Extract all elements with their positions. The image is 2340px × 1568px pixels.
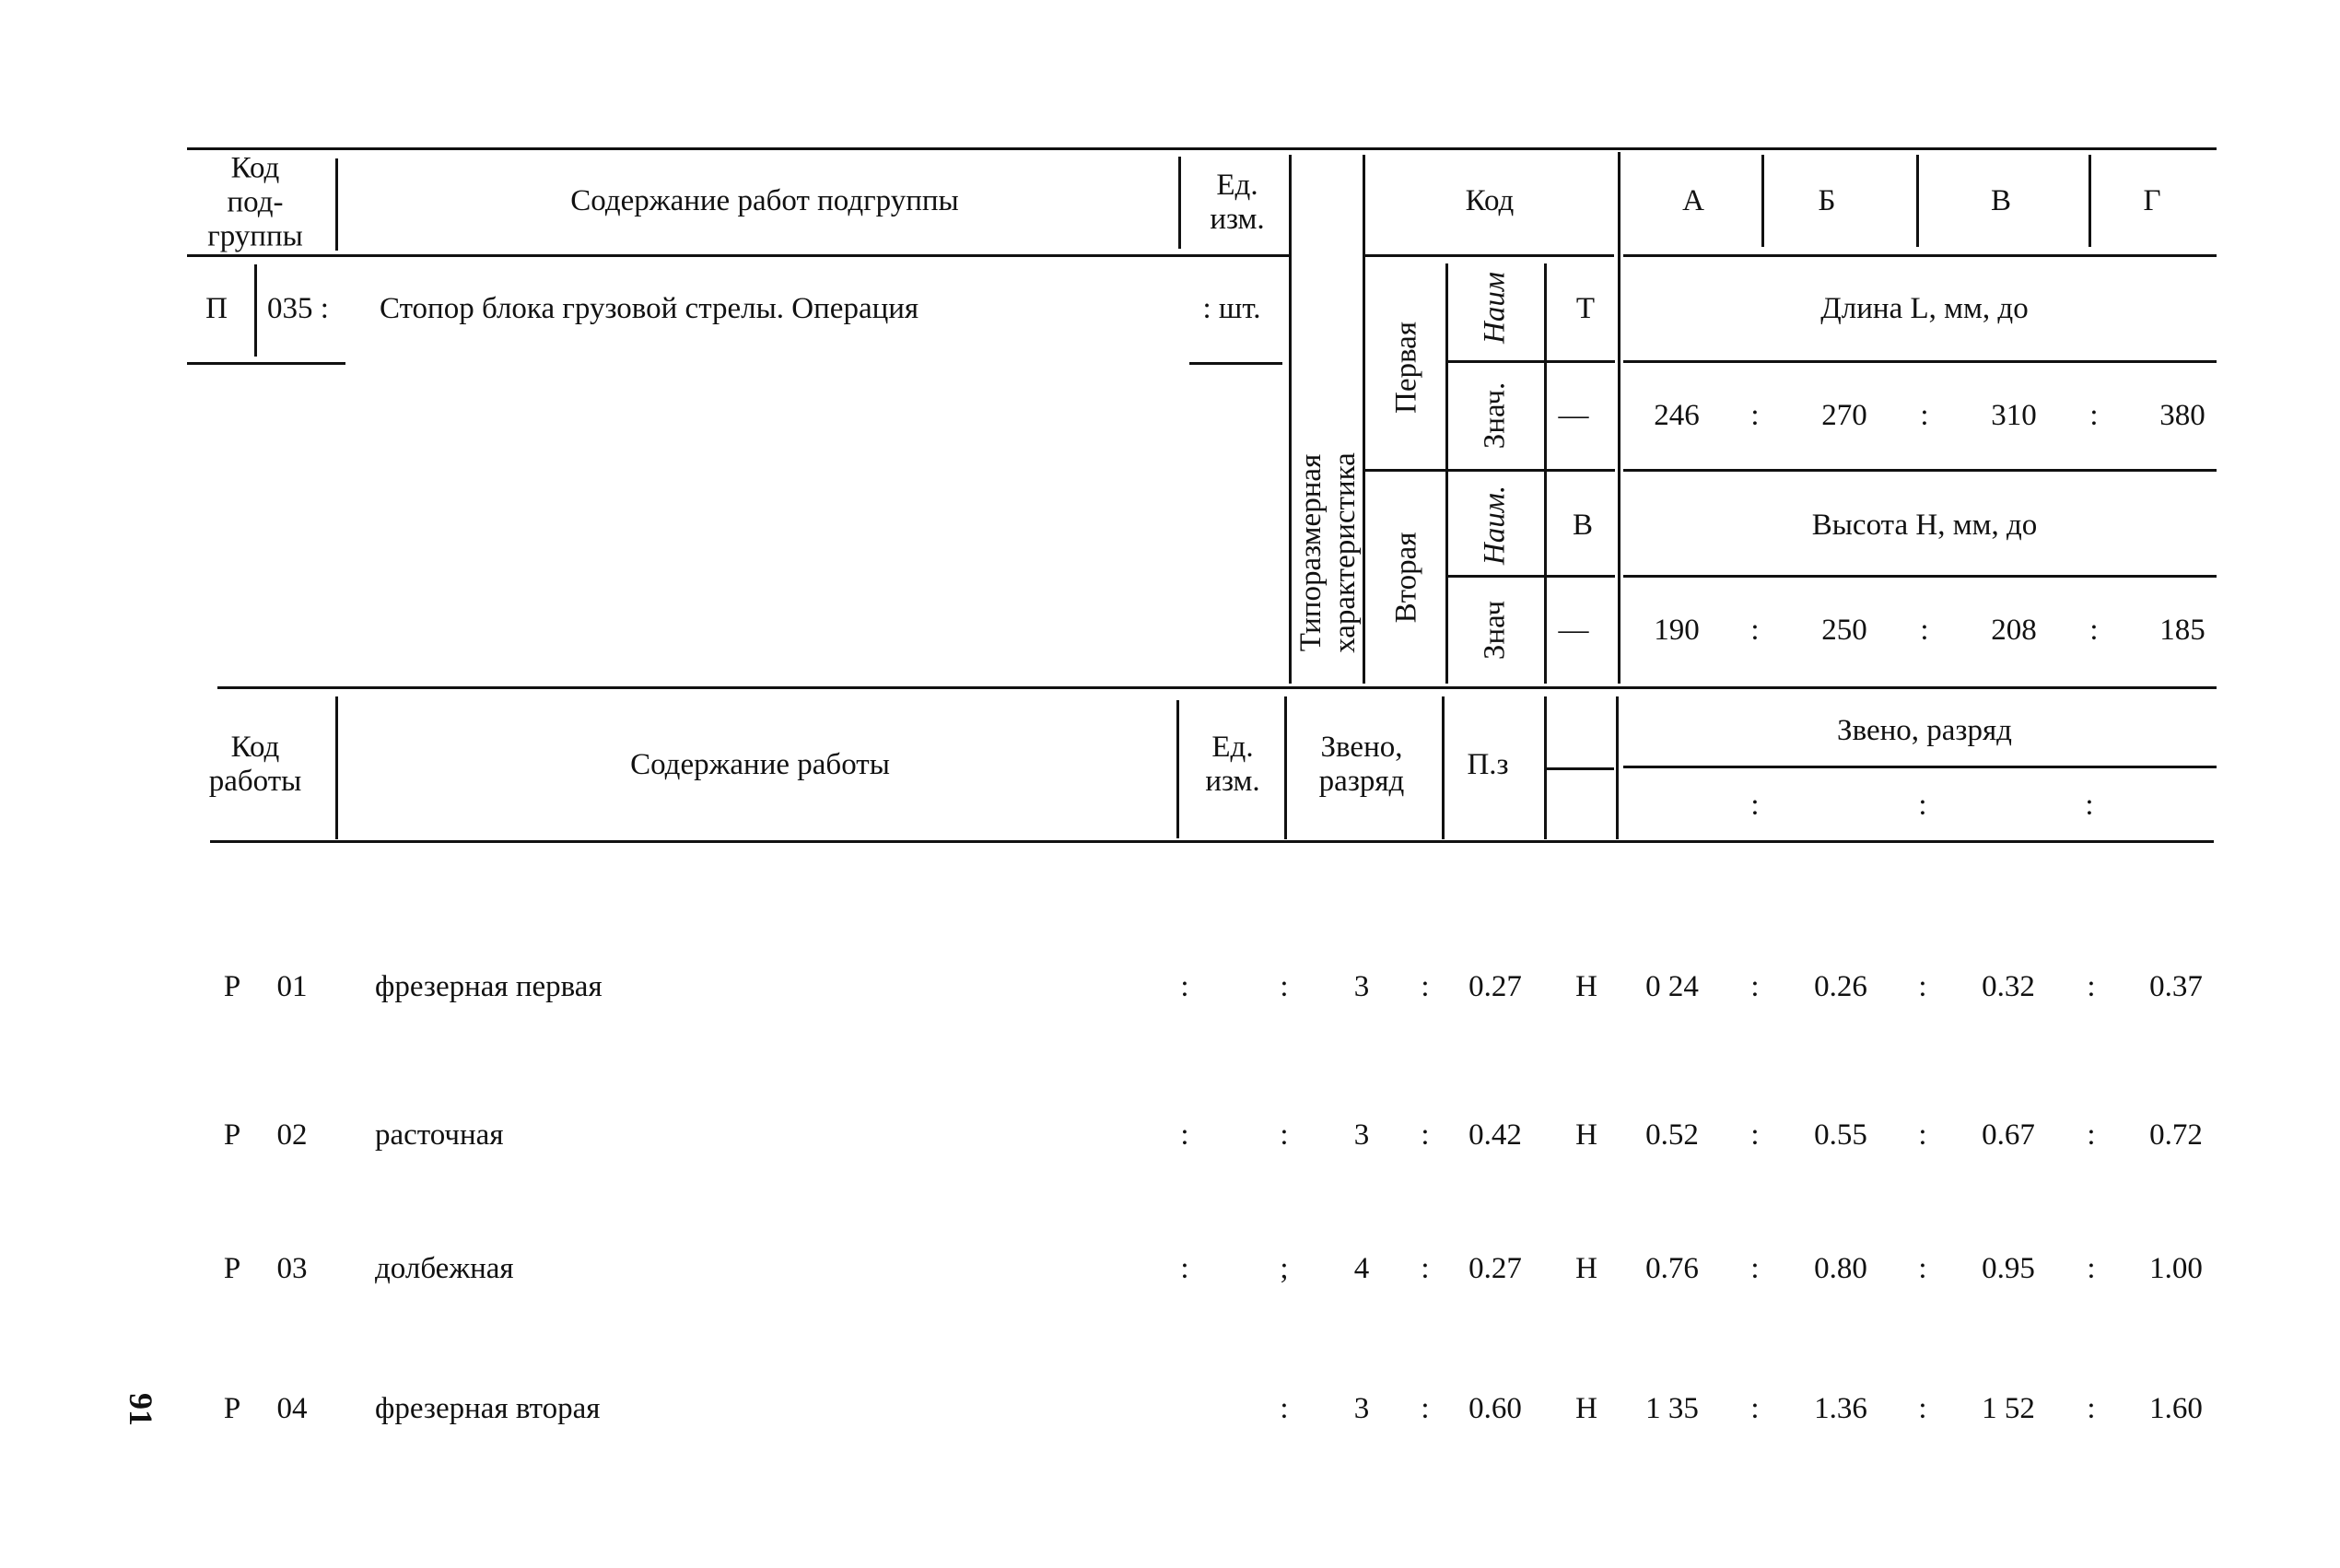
header-divider [335,158,338,251]
header-divider [1178,157,1181,249]
work-value-v: 1 52 [1982,1391,2035,1425]
separator: : [1280,1391,1289,1425]
work-value-b: 1.36 [1814,1391,1867,1425]
char-divider [1445,263,1448,684]
separator: : [2087,1251,2096,1285]
work-name: фрезерная первая [375,969,603,1003]
work-header-dash-rule [1546,767,1614,770]
pz-header: П.з [1467,747,1509,781]
second-title [1812,509,2038,542]
separator: : [2085,788,2094,822]
work-value-g: 0.37 [2149,969,2203,1003]
work-value-g: 0.72 [2149,1117,2203,1152]
work-header-divider [1442,696,1445,839]
work-crew: 3 [1353,1117,1370,1152]
char-rule [1447,360,1615,363]
header-bottom-rule-code [1363,254,1614,257]
work-value-v: 0.67 [1982,1117,2035,1152]
work-norm-type: Н [1575,1251,1597,1285]
work-crew: 3 [1353,1391,1370,1425]
first-value-code: — [1558,398,1589,432]
second-characteristic-label: Вторая [1389,532,1423,624]
second-value-code: — [1558,613,1589,647]
work-pz: 0.60 [1468,1391,1522,1425]
unit-underline [1189,362,1282,365]
header-bottom-rule-left [187,254,1290,257]
work-value-a: 1 35 [1645,1391,1699,1425]
char-rule [1623,469,2217,472]
separator: : [1280,1117,1289,1152]
separator: : [2087,1391,2096,1425]
separator: : [1750,1251,1760,1285]
work-header-divider [1284,696,1287,839]
header-divider [1363,155,1365,684]
work-value-b: 0.80 [1814,1251,1867,1285]
work-header-divider [1616,696,1619,839]
column-header-v: В [1990,183,2012,217]
separator: : [1421,969,1430,1003]
char-rule [1447,575,1615,578]
char-rule [1623,575,2217,578]
second-value-g: 185 [2159,613,2205,647]
work-value-g: 1.00 [2149,1251,2203,1285]
header-divider [1916,155,1919,247]
separator: : [1918,969,1927,1003]
second-value-a: 190 [1654,613,1700,647]
separator: : [1918,1117,1927,1152]
separator: : [1750,398,1760,432]
second-value-v: 208 [1991,613,2037,647]
work-code: 01 [276,969,308,1003]
separator: : [1918,788,1927,822]
separator: : [1750,1117,1760,1152]
first-name-label: Наим [1478,272,1512,344]
separator: : [1421,1251,1430,1285]
work-letter: Р [223,969,241,1003]
first-code: Т [1575,291,1596,325]
separator: : [1750,613,1760,647]
header-divider [2088,155,2091,247]
separator: : [1918,1251,1927,1285]
work-value-v: 0.32 [1982,969,2035,1003]
separator: : [1421,1391,1430,1425]
separator: : [1750,969,1760,1003]
subgroup-underline [187,362,345,365]
work-header-mid-rule [1623,766,2217,768]
separator: : [1750,1391,1760,1425]
work-value-v: 0.95 [1982,1251,2035,1285]
work-value-b: 0.55 [1814,1117,1867,1152]
work-pz: 0.27 [1468,969,1522,1003]
separator: : [1750,788,1760,822]
work-norm-type: Н [1575,969,1597,1003]
separator: : [1918,1391,1927,1425]
first-value-g: 380 [2159,398,2205,432]
char-divider [1544,263,1547,684]
work-header-divider [1176,700,1179,838]
unit-header: Ед. изм. [1210,169,1265,236]
work-value-a: 0.76 [1645,1251,1699,1285]
work-value-a: 0.52 [1645,1117,1699,1152]
work-norm-type: Н [1575,1391,1597,1425]
work-crew: 3 [1353,969,1370,1003]
column-header-g: Г [2143,183,2161,217]
work-crew: 4 [1353,1251,1370,1285]
first-value-a: 246 [1654,398,1700,432]
size-characteristic-header: Типоразмерная характеристика [1294,452,1362,653]
work-code-header: Код работы [208,731,302,798]
work-pz: 0.27 [1468,1251,1522,1285]
first-value-label: Знач. [1478,381,1512,450]
first-title-text: Длина L, мм, до [1820,291,2029,325]
header-bottom-rule-right [1623,254,2217,257]
work-name: фрезерная вторая [375,1391,601,1425]
second-code: В [1572,508,1594,542]
work-content-header: Содержание работы [630,747,890,781]
char-rule [1623,360,2217,363]
work-value-a: 0 24 [1645,969,1699,1003]
subgroup-code-header: Код под- группы [207,151,303,253]
separator: : [1920,613,1929,647]
separator: : [2089,613,2099,647]
second-name-label: Наим. [1478,485,1512,566]
separator: : [1920,398,1929,432]
header-divider [1761,155,1764,247]
work-pz: 0.42 [1468,1117,1522,1152]
separator: : [1280,969,1289,1003]
separator: : [1180,1117,1189,1152]
work-value-b: 0.26 [1814,969,1867,1003]
work-header-bottom-rule [210,840,2214,843]
subgroup-content-header: Содержание работ подгруппы [570,183,959,217]
header-divider [1618,152,1620,684]
second-value-b: 250 [1821,613,1867,647]
work-header-top-rule [217,686,2217,689]
first-characteristic-label: Первая [1389,322,1423,414]
first-title [1820,292,2028,325]
work-name: долбежная [375,1251,514,1285]
work-code: 02 [276,1117,308,1152]
separator: ; [1280,1251,1289,1285]
separator: : [1180,969,1189,1003]
subgroup-code: 035 : [267,291,329,325]
first-value-v: 310 [1991,398,2037,432]
code-header: Код [1465,183,1515,217]
work-code: 04 [276,1391,308,1425]
work-value-g: 1.60 [2149,1391,2203,1425]
work-letter: Р [223,1391,241,1425]
page-number: 91 [122,1393,159,1426]
work-norm-type: Н [1575,1117,1597,1152]
table-top-rule [187,147,2217,150]
work-code: 03 [276,1251,308,1285]
work-letter: Р [223,1251,241,1285]
separator: : [2087,969,2096,1003]
subgroup-letter: П [205,291,228,325]
column-header-b: Б [1818,183,1836,217]
separator: : [1421,1117,1430,1152]
second-value-label: Знач [1478,600,1512,661]
char-rule [1363,469,1615,472]
header-divider [1289,155,1292,684]
work-unit-header: Ед. изм. [1205,731,1260,798]
separator: : [2087,1117,2096,1152]
work-header-divider [335,696,338,839]
separator: : [2089,398,2099,432]
first-value-b: 270 [1821,398,1867,432]
subgroup-divider [254,264,257,357]
work-name: расточная [375,1117,504,1152]
crew-grade-header: Звено, разряд [1318,731,1405,798]
separator: : [1180,1251,1189,1285]
column-header-a: А [1682,183,1704,217]
second-title-text: Высота H, мм, до [1811,508,2038,542]
subgroup-description: Стопор блока грузовой стрелы. Операция [380,291,919,325]
crew-grade-right-header: Звено, разряд [1837,713,2012,747]
subgroup-unit: : шт. [1202,291,1261,325]
work-letter: Р [223,1117,241,1152]
